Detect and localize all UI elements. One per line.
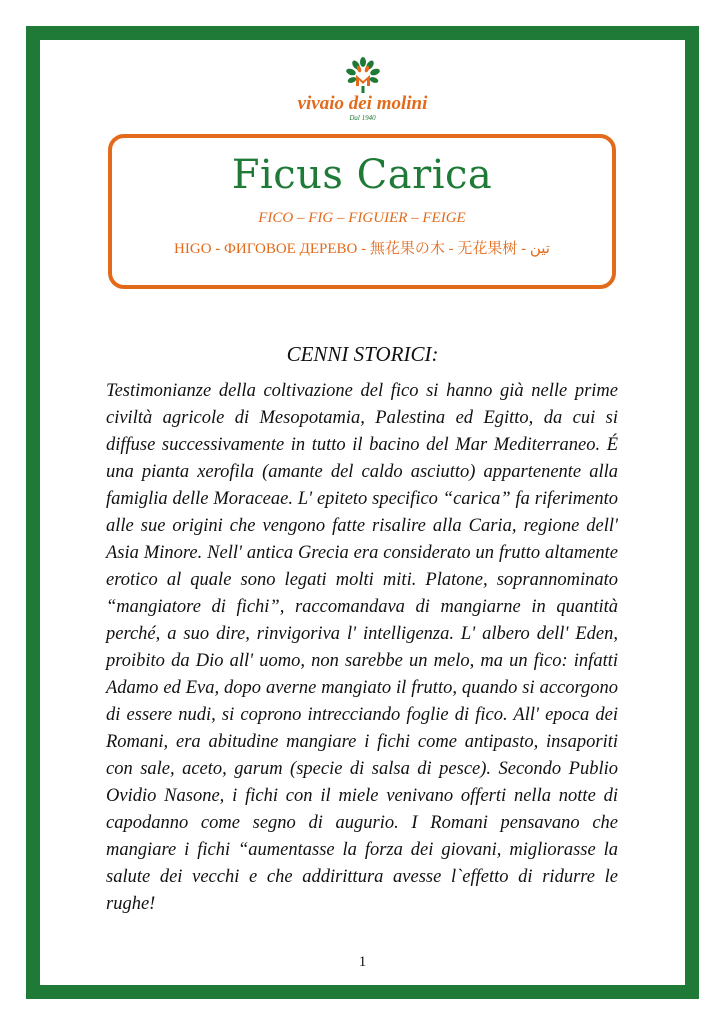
tree-with-m-icon — [343, 56, 383, 94]
history-paragraph: Testimonianze della coltivazione del fico si hanno già nelle prime civiltà agricole di Mesopotamia, Palestina ed Egitto, da cui si diffuse successivamente in tutto il bacino del Mar Mediterraneo. É una pianta xerofila (amante del caldo asciutto) appartenente alla famiglia delle Moraceae. L' epiteto specifico “carica” fa riferimento alle sue origini che vengono fatte risalire alla Caria, regione dell' Asia Minore. Nell' antica Grecia era considerato un frutto altamente erotico al quale sono legati molti miti. Platone, soprannominato “mangiatore di fichi”, raccomandava di mangiarne in quantità perché, a suo dire, rinvigoriva l' intelligenza. L' albero dell' Eden, proibito da Dio all' uomo, non sarebbe un melo, ma un fico: infatti Adamo ed Eva, dopo averne mangiato il frutto, quando si accorgono di essere nudi, si coprono intrecciando foglie di fico. All' epoca dei Romani, era abitudine mangiare i fichi come antipasto, insaporiti con sale, aceto, garum (specie di salsa di pesce). Secondo Publio Ovidio Nasone, i fichi con il miele venivano offerti nella notte di capodanno come segno di augurio. I Romani pensavano che mangiare i fichi “aumentasse la forza dei giovani, migliorasse la salute dei vecchi e che addirittura avesse l`effetto di ridurre le rughe! — [106, 381, 618, 914]
page-number: 1 — [358, 954, 367, 970]
brand-name: vivaio dei molini — [297, 93, 428, 114]
logo — [0, 56, 725, 123]
brand-since: Dal 1940 — [349, 114, 376, 122]
common-names-line-1: FICO – FIG – FIGUIER – FEIGE — [258, 210, 466, 226]
title-box — [108, 134, 616, 289]
page-title: Ficus Carica — [231, 152, 493, 198]
common-names-line-2: HIGO - ФИГОВОЕ ДЕРЕВО - 無花果の木 - 无花果树 - تين — [174, 241, 550, 257]
section-heading: CENNI STORICI: — [286, 342, 439, 366]
